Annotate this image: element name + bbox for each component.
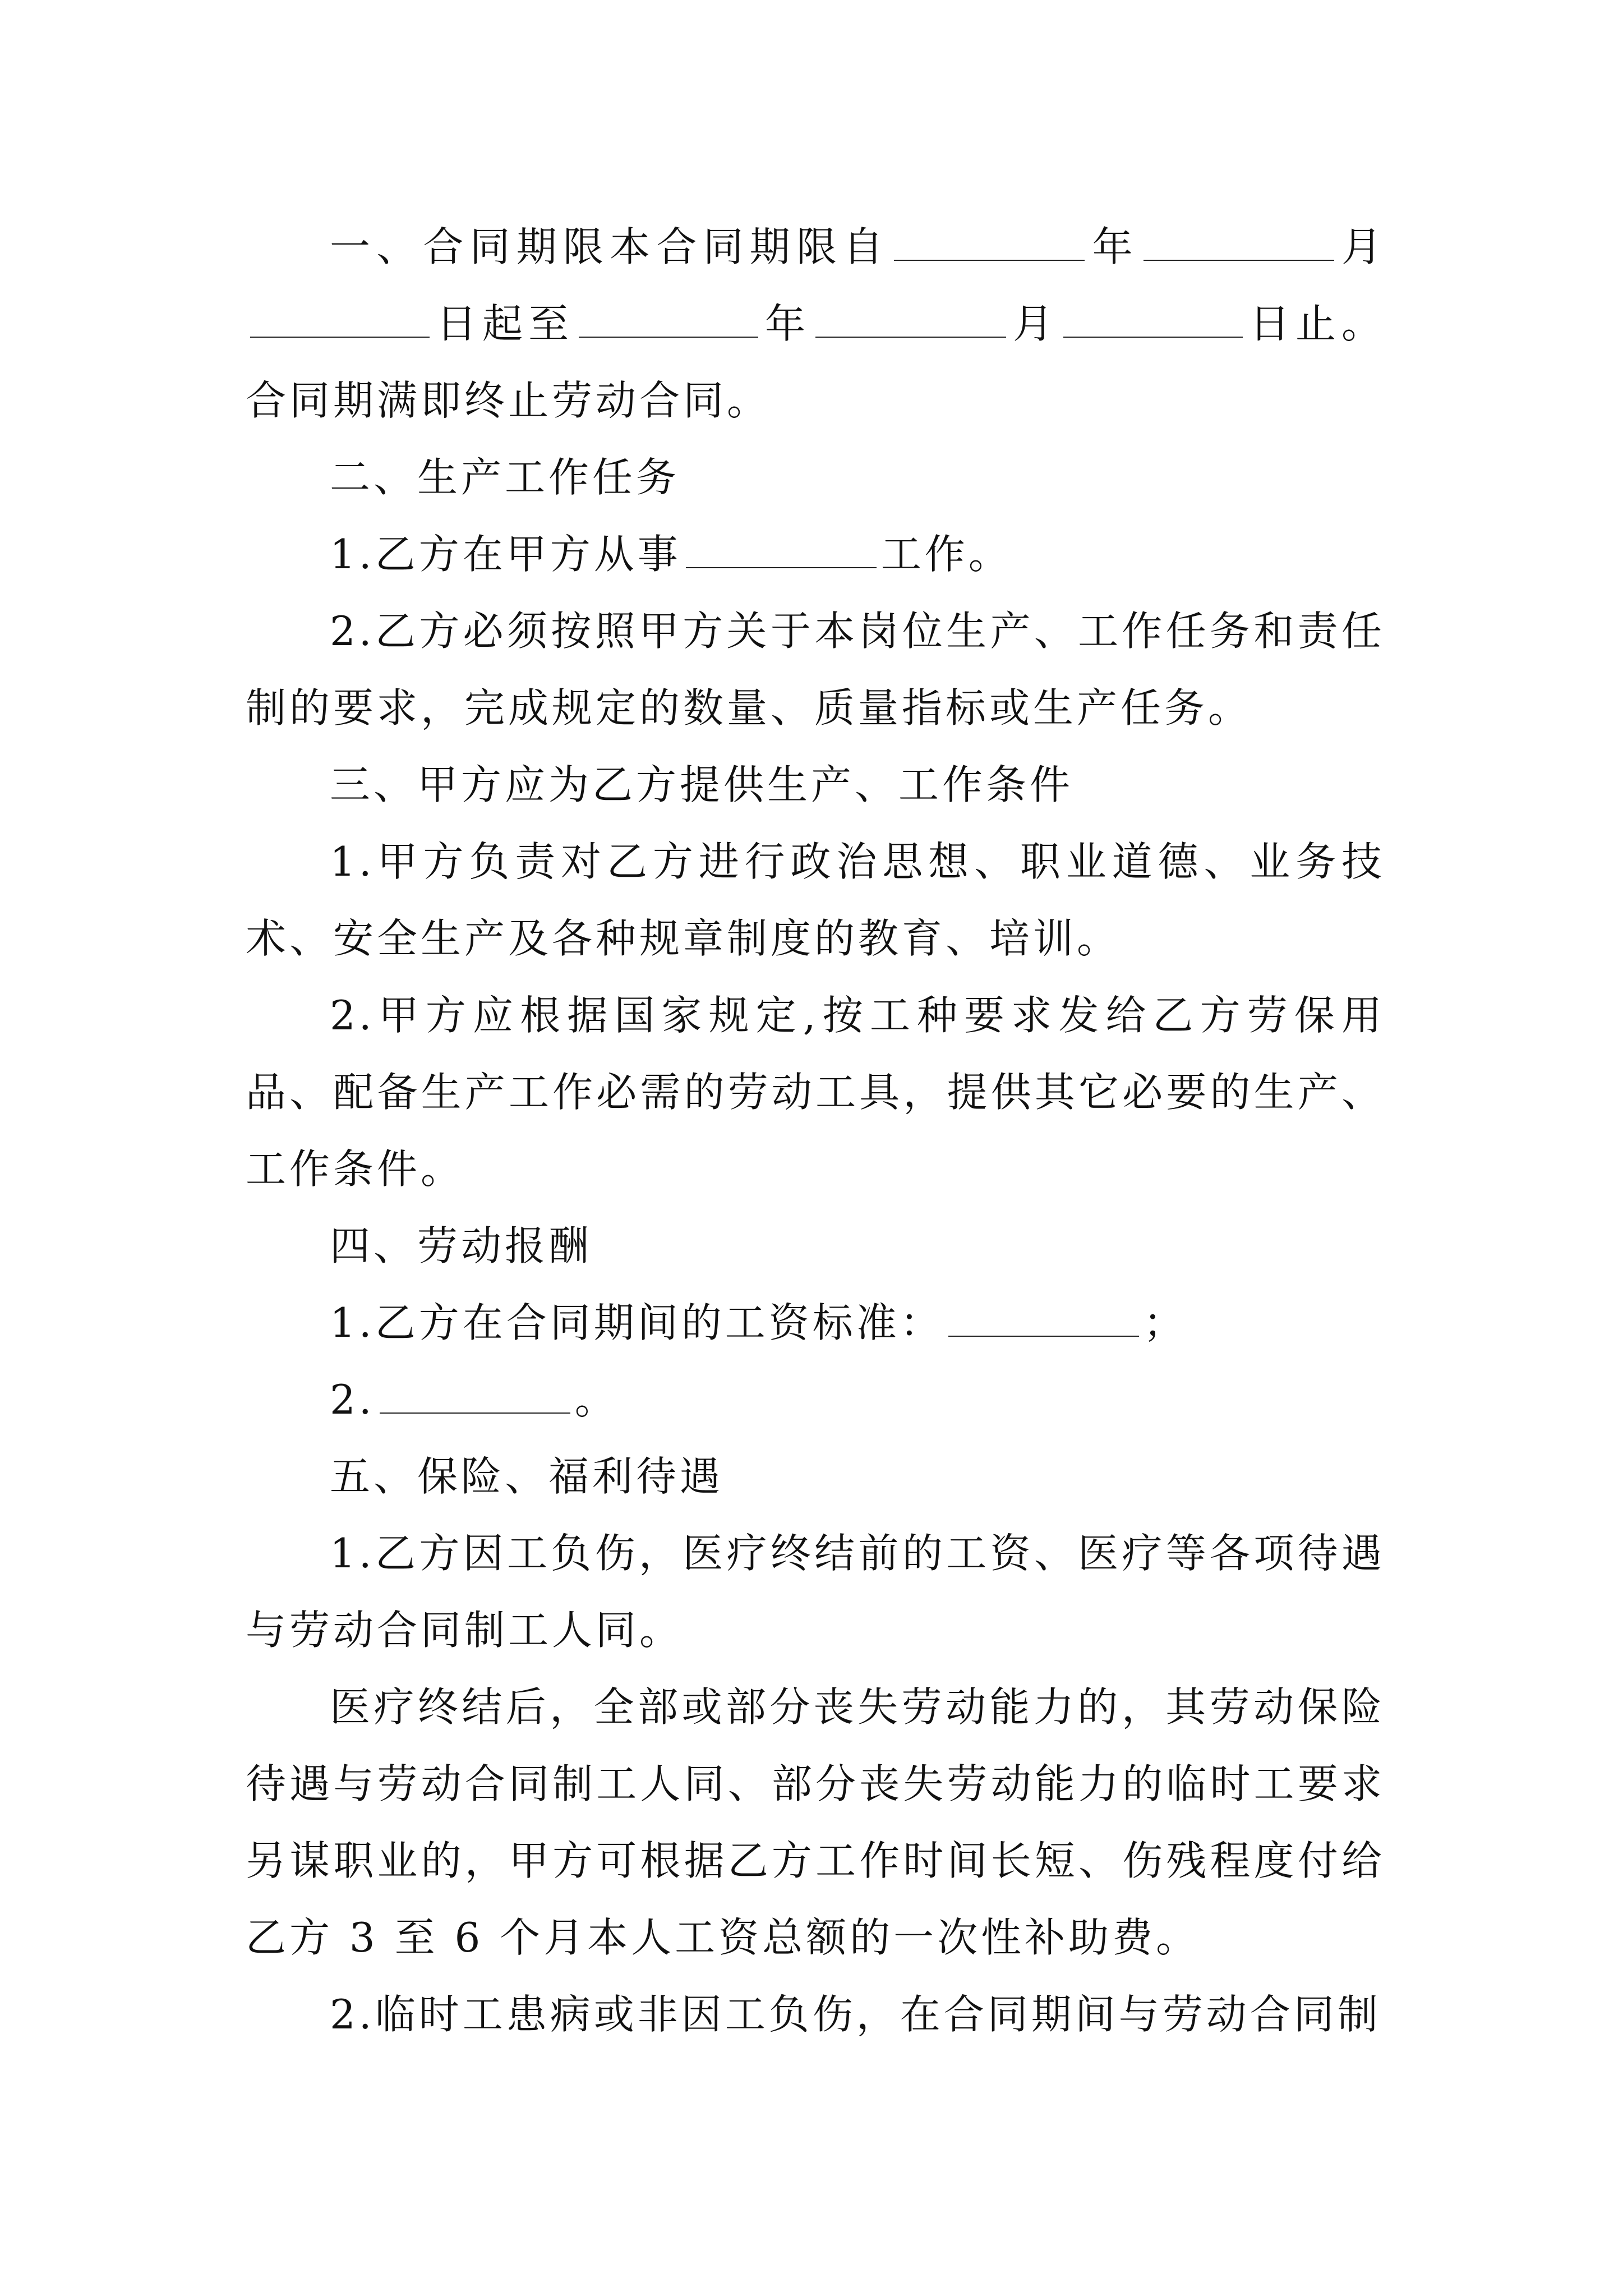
text: 月: [1010, 300, 1059, 347]
blank-field: [579, 303, 758, 338]
section-3-item-2: 2.甲方应根据国家规定,按工种要求发给乙方劳保用品、配备生产工作必需的劳动工具，提供其它必要的生产、工作条件。: [246, 992, 1385, 1193]
section-3-item-1: 1.甲方负责对乙方进行政治思想、职业道德、业务技术、安全生产及各种规章制度的教育、培训。: [246, 838, 1385, 962]
section-5-item-2: 2.临时工患病或非因工负伤，在合同期间与劳动合同制: [330, 1991, 1381, 2038]
blank-field: [894, 226, 1085, 261]
section-2-item-2: 2.乙方必须按照甲方关于本岗位生产、工作任务和责任制的要求，完成规定的数量、质量指标或生产任务。: [246, 608, 1385, 731]
text: 1.乙方在合同期间的工资标准：: [330, 1299, 944, 1346]
section-1-contract-term: [246, 209, 1385, 439]
blank-field: [815, 303, 1006, 338]
text: 工作。: [880, 531, 1012, 578]
text: 一、合同期限本合同期限自: [330, 223, 890, 270]
section-2-item-1: [246, 516, 1385, 593]
document-page: [246, 209, 1385, 2053]
blank-field: [250, 303, 430, 338]
section-5-heading: 五、保险、福利待遇: [330, 1453, 724, 1500]
section-5-item-1-continued: 医疗终结后，全部或部分丧失劳动能力的，其劳动保险待遇与劳动合同制工人同、部分丧失劳动能力的临时工要求另谋职业的，甲方可根据乙方工作时间长短、伤残程度付给乙方 3 至 6 个月本人工资总额的一次性补助费。: [246, 1683, 1385, 1961]
text: 日起至: [434, 300, 574, 347]
blank-field: [1063, 303, 1243, 338]
text: 月: [1338, 223, 1385, 270]
text: 日止。合同期满即终止劳动合同。: [246, 300, 1385, 424]
section-5-item-1: 1.乙方因工负伤，医疗终结前的工资、医疗等各项待遇与劳动合同制工人同。: [246, 1530, 1385, 1654]
text: 。: [574, 1376, 619, 1423]
text: 年: [1089, 223, 1139, 270]
section-4-item-1: [246, 1285, 1385, 1361]
section-4-heading: 四、劳动报酬: [330, 1222, 593, 1269]
text: ；: [1143, 1299, 1187, 1346]
blank-field: [380, 1379, 570, 1414]
blank-field: [686, 533, 877, 568]
text: 年: [762, 300, 811, 347]
section-2-heading: 二、生产工作任务: [330, 454, 680, 501]
blank-field: [948, 1302, 1139, 1337]
section-3-heading: 三、甲方应为乙方提供生产、工作条件: [330, 761, 1074, 808]
blank-field: [1144, 226, 1334, 261]
text: 1.乙方在甲方从事: [330, 531, 681, 578]
text: 2.: [330, 1376, 375, 1423]
section-4-item-2: [246, 1361, 1385, 1438]
